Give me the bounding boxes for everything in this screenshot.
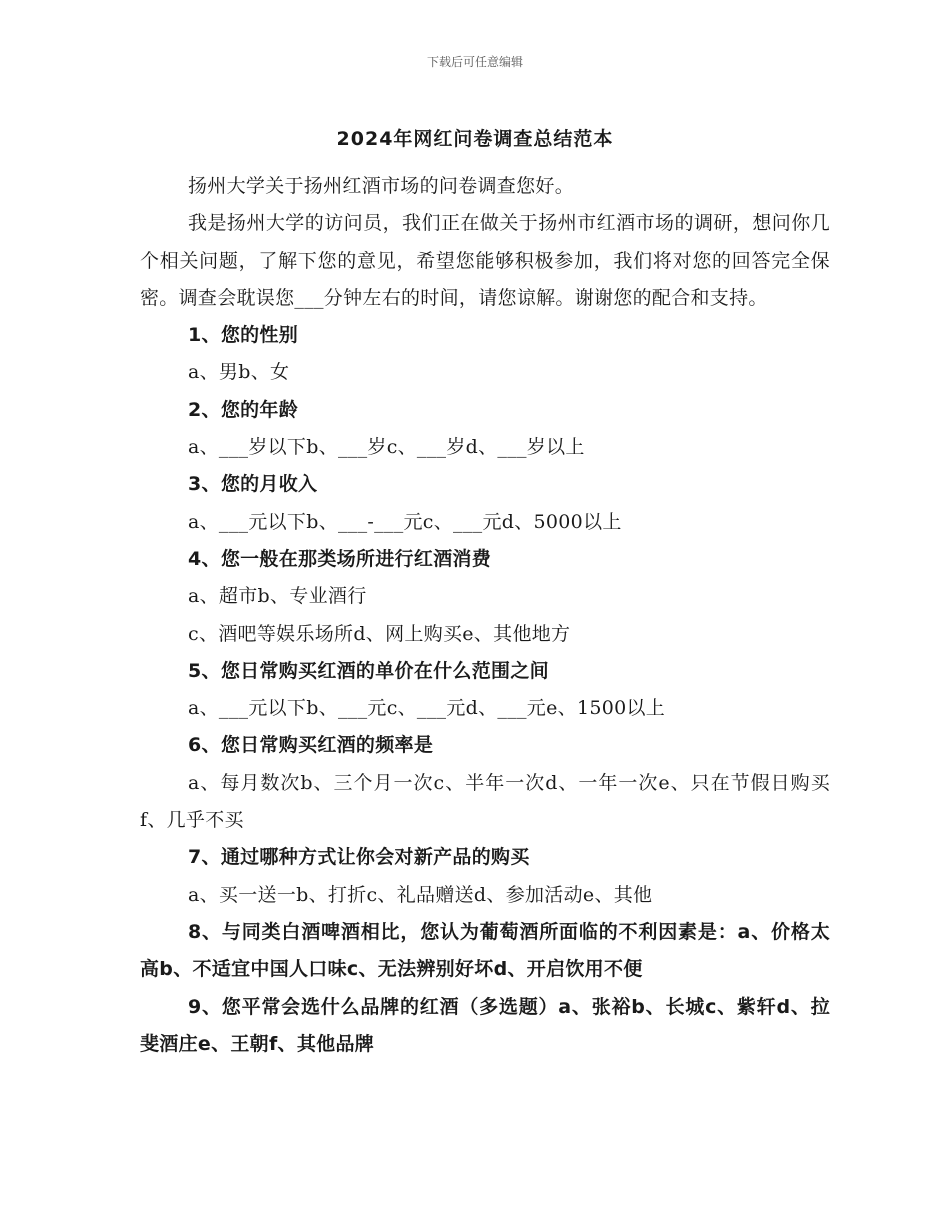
document-title: 2024年网红问卷调查总结范本 <box>336 128 614 150</box>
question-5: 5、您日常购买红酒的单价在什么范围之间 <box>188 659 549 682</box>
answer-options-1: a、男b、女 <box>188 361 290 384</box>
answer-options-4a: a、超市b、专业酒行 <box>188 585 367 608</box>
answer-options-3: a、___元以下b、___-___元c、___元d、5000以上 <box>188 510 622 533</box>
answer-options-7: a、买一送一b、打折c、礼品赠送d、参加活动e、其他 <box>188 883 653 906</box>
question-6: 6、您日常购买红酒的频率是 <box>188 734 434 757</box>
question-9: 9、您平常会选什么品牌的红酒（多选题）a、张裕b、长城c、紫轩d、拉斐酒庄e、王朝f、其他品牌 <box>140 995 830 1055</box>
answer-options-5: a、___元以下b、___元c、___元d、___元e、1500以上 <box>188 697 666 720</box>
question-3: 3、您的月收入 <box>188 473 318 496</box>
question-8: 8、与同类白酒啤酒相比，您认为葡萄酒所面临的不利因素是：a、价格太高b、不适宜中国人口味c、无法辨别好坏d、开启饮用不便 <box>140 920 830 981</box>
question-1: 1、您的性别 <box>188 324 299 347</box>
intro-line: 扬州大学关于扬州红酒市场的问卷调查您好。 <box>188 175 575 197</box>
answer-options-6: a、每月数次b、三个月一次c、半年一次d、一年一次e、只在节假日购买f、几乎不买 <box>140 771 830 832</box>
intro-paragraph: 我是扬州大学的访问员，我们正在做关于扬州市红酒市场的调研，想问你几个相关问题，了解下您的意见，希望您能够积极参加，我们将对您的回答完全保密。调查会耽误您___分钟左右的时间，请您谅解。谢谢您的配合和支持。 <box>140 212 830 309</box>
question-4: 4、您一般在那类场所进行红酒消费 <box>188 547 492 570</box>
document-body <box>140 168 830 1063</box>
answer-options-2: a、___岁以下b、___岁c、___岁d、___岁以上 <box>188 436 585 459</box>
question-2: 2、您的年龄 <box>188 398 299 421</box>
question-7: 7、通过哪种方式让你会对新产品的购买 <box>188 846 530 869</box>
page-header: 下载后可任意编辑 <box>426 55 523 69</box>
answer-options-4b: c、酒吧等娱乐场所d、网上购买e、其他地方 <box>188 622 571 645</box>
